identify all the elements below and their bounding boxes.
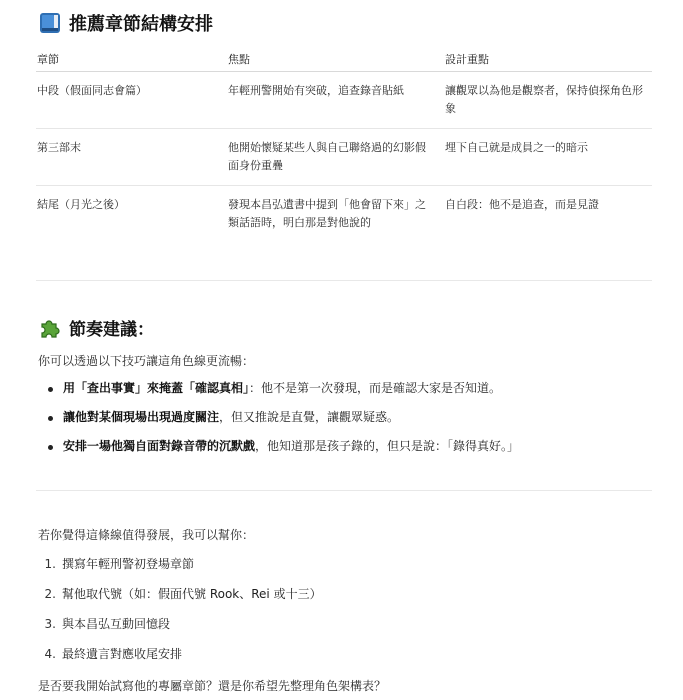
list-item	[38, 374, 519, 403]
tips-list	[38, 374, 519, 461]
table-row	[36, 186, 652, 243]
table-cell: 讓觀眾以為他是觀察者，保持偵探角色形象	[444, 72, 652, 129]
pacing-intro: 你可以透過以下技巧讓這角色線更流暢：	[38, 354, 255, 368]
section-heading-structure	[38, 10, 213, 36]
table-cell: 結尾（月光之後）	[37, 198, 125, 211]
table-cell: 他開始懷疑某些人與自己聯絡過的幻影假面身份重疊	[227, 129, 444, 186]
table-cell: 中段（假面同志會篇）	[36, 72, 227, 129]
option-text: 撰寫年輕刑警初登場章節	[62, 557, 195, 571]
table-row	[36, 129, 652, 186]
tip-emphasis: 安排一場他獨自面對錄音帶的沉默戲	[63, 439, 256, 453]
section-title: 節奏建議：	[69, 320, 154, 340]
table-header: 章節	[36, 46, 227, 72]
tip-text: ，但又推說是直覺，讓觀眾疑惑。	[219, 410, 400, 424]
option-text: 與本昌弘互動回憶段	[62, 617, 171, 631]
table-header: 焦點	[227, 46, 444, 72]
option-text: 最終遺言對應收尾安排	[62, 647, 183, 661]
table-cell: 自白段：他不是追查，而是見證	[445, 198, 599, 211]
tip-text: ：他不是第一次發現，而是確認大家是否知道。	[249, 381, 502, 395]
list-item	[38, 403, 519, 432]
section-title: 推薦章節結構安排	[69, 14, 213, 35]
table-cell: 埋下自己就是成員之一的暗示	[444, 129, 652, 186]
chapter-structure-table	[36, 46, 652, 243]
table-header: 設計重點	[444, 46, 652, 72]
tip-emphasis: 用「查出事實」來掩蓋「確認真相」	[63, 381, 250, 395]
list-item: 1. 撰寫年輕刑警初登場章節	[38, 549, 322, 579]
option-text: 幫他取代號（如：假面代號 Rook、Rei 或十三）	[62, 587, 322, 601]
list-item: 4. 最終遺言對應收尾安排	[38, 639, 322, 669]
section-heading-pacing	[38, 315, 154, 340]
list-item: 2. 幫他取代號（如：假面代號 Rook、Rei 或十三）	[38, 579, 322, 609]
table-row	[36, 72, 652, 129]
tip-text: ，他知道那是孩子錄的，但只是說：「錄得真好。」	[255, 439, 520, 453]
table-cell: 第三部末	[36, 129, 227, 186]
followup-intro: 若你覺得這條線值得發展，我可以幫你：	[38, 528, 255, 542]
list-item: 3. 與本昌弘互動回憶段	[38, 609, 322, 639]
table-cell: 發現本昌弘遺書中提到「他會留下來」之類話語時，明白那是對他說的	[228, 198, 426, 229]
table-cell: 年輕刑警開始有突破，追查錄音貼紙	[227, 72, 444, 129]
divider	[36, 280, 652, 281]
book-icon	[38, 11, 62, 35]
help-options-list	[38, 549, 322, 669]
tip-emphasis: 讓他對某個現場出現過度關注	[63, 410, 220, 424]
list-item	[38, 432, 519, 461]
divider	[36, 490, 652, 491]
puzzle-piece-icon	[38, 316, 62, 340]
table-header-row	[36, 46, 652, 72]
closing-question: 是否要我開始試寫他的專屬章節？還是你希望先整理角色架構表？	[38, 679, 387, 693]
